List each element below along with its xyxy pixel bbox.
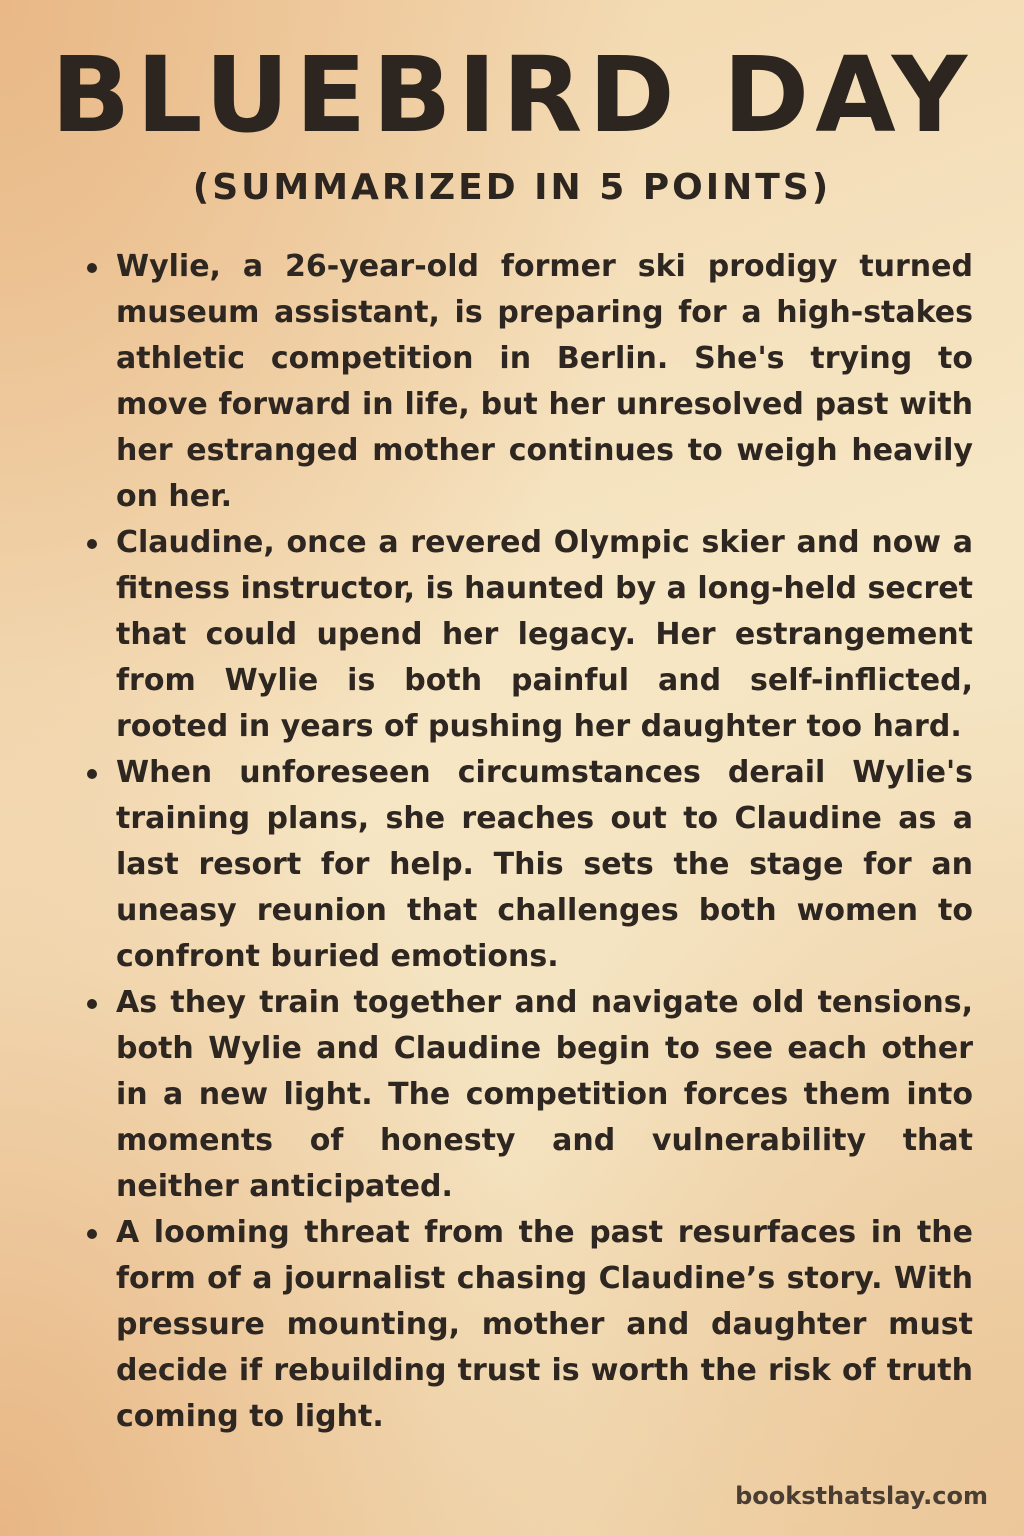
summary-point-text: A looming threat from the past resurfaces in the form of a journalist chasing Claudine’s story. With pressure mounting, mother and daughter must decide if rebuilding trust is worth the risk of truth coming to light. (116, 1215, 973, 1434)
bullet-icon (87, 263, 97, 273)
summary-point (85, 244, 973, 520)
summary-point-text: When unforeseen circumstances derail Wylie's training plans, she reaches out to Claudine as a last resort for help. This sets the stage for an uneasy reunion that challenges both women to confront buried emotions. (116, 755, 973, 974)
summary-point (85, 980, 973, 1210)
bullet-icon (87, 1229, 97, 1239)
summary-point (85, 520, 973, 750)
summary-point (85, 750, 973, 980)
summary-point-text: As they train together and navigate old tensions, both Wylie and Claudine begin to see each other in a new light. The competition forces them into moments of honesty and vulnerability that neither anticipated. (116, 985, 973, 1204)
summary-points-list (85, 244, 973, 1440)
summary-point-text: Claudine, once a revered Olympic skier and now a fitness instructor, is haunted by a long-held secret that could upend her legacy. Her estrangement from Wylie is both painful and self-inflicted, rooted in years of pushing her daughter too hard. (116, 525, 973, 744)
summary-point (85, 1210, 973, 1440)
summary-point-text: Wylie, a 26-year-old former ski prodigy turned museum assistant, is preparing for a high-stakes athletic competition in Berlin. She's trying to move forward in life, but her unresolved past with her estranged mother continues to weigh heavily on her. (116, 249, 973, 514)
site-watermark: booksthatslay.com (735, 1482, 988, 1510)
bullet-icon (87, 769, 97, 779)
bullet-icon (87, 539, 97, 549)
page-title: BLUEBIRD DAY (50, 34, 974, 156)
page-subtitle: (SUMMARIZED IN 5 POINTS) (192, 167, 832, 208)
bullet-icon (87, 999, 97, 1009)
